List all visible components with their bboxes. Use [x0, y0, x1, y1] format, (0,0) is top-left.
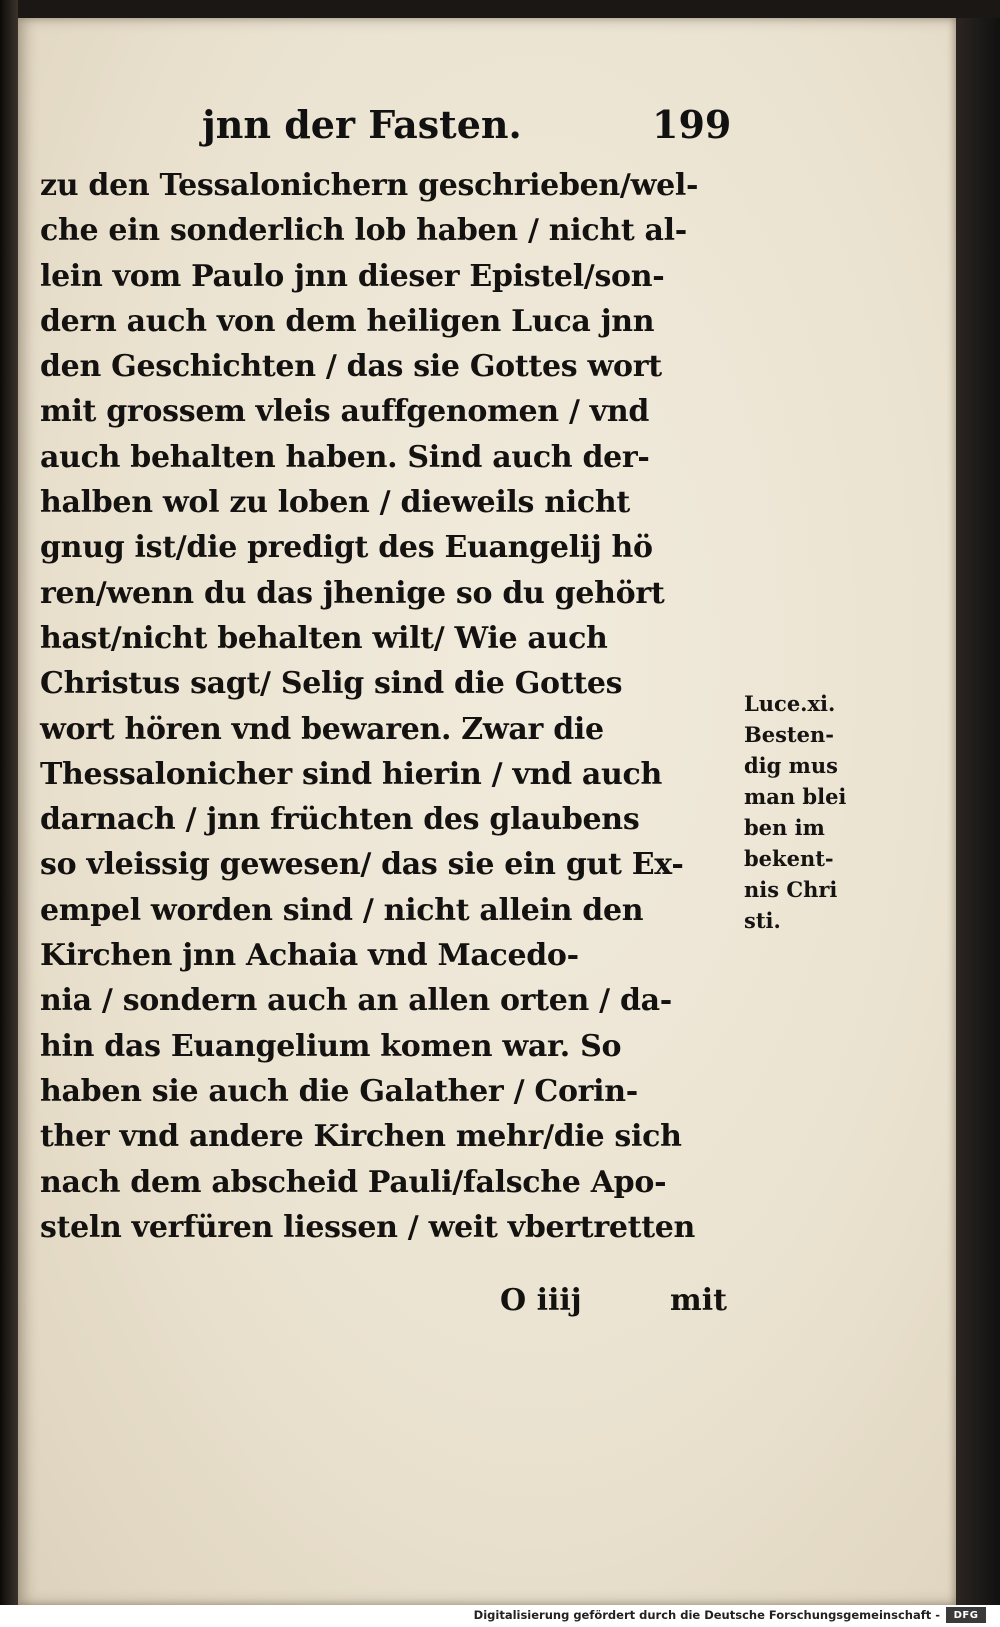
- text-line: che ein sonderlich lob haben / nicht al-: [40, 213, 687, 249]
- text-line: ren/wenn du das jhenige so du gehört: [40, 575, 665, 611]
- text-line: haben sie auch die Galather / Corin-: [40, 1073, 638, 1109]
- text-line: empel worden sind / nicht allein den: [40, 892, 644, 928]
- marginal-line: ben im: [744, 815, 825, 840]
- scan-background: [956, 18, 1000, 1605]
- marginal-line: nis Chri: [744, 877, 838, 902]
- text-line: zu den Tessalonichern geschrieben/wel-: [40, 168, 699, 203]
- marginal-line: Luce.xi.: [744, 691, 836, 716]
- signature-mark: O iiij: [500, 1283, 582, 1318]
- text-line: den Geschichten / das sie Gottes wort: [40, 349, 662, 385]
- marginal-line: Besten-: [744, 722, 834, 747]
- text-line: nia / sondern auch an allen orten / da-: [40, 983, 672, 1019]
- marginal-line: dig mus: [744, 753, 838, 778]
- body-text: [40, 163, 740, 1250]
- text-line: darnach / jnn früchten des glaubens: [40, 802, 640, 838]
- catchword: mit: [670, 1283, 727, 1318]
- text-line: Kirchen jnn Achaia vnd Macedo-: [40, 938, 579, 974]
- book-spine: [0, 0, 18, 1605]
- text-line: Thessalonicher sind hierin / vnd auch: [40, 756, 663, 792]
- marginal-line: sti.: [744, 908, 781, 933]
- dfg-logo: DFG: [946, 1607, 986, 1623]
- text-line: mit grossem vleis auffgenomen / vnd: [40, 394, 650, 430]
- running-head: jnn der Fasten.: [202, 102, 522, 147]
- text-line: so vleissig gewesen/ das sie ein gut Ex-: [40, 847, 684, 883]
- marginal-line: man blei: [744, 784, 847, 809]
- page-number: 199: [652, 102, 732, 147]
- text-line: Christus sagt/ Selig sind die Gottes: [40, 666, 623, 702]
- text-line: wort hören vnd bewaren. Zwar die: [40, 711, 604, 747]
- text-line: hin das Euangelium komen war. So: [40, 1028, 622, 1064]
- page-footer: [40, 1277, 740, 1325]
- text-line: halben wol zu loben / dieweils nicht: [40, 485, 630, 521]
- text-line: gnug ist/die predigt des Euangelij hö: [40, 530, 653, 566]
- text-line: hast/nicht behalten wilt/ Wie auch: [40, 620, 608, 656]
- marginal-note: [744, 688, 869, 936]
- text-line: lein vom Paulo jnn dieser Epistel/son-: [40, 258, 665, 294]
- marginal-line: bekent-: [744, 846, 834, 871]
- text-line: auch behalten haben. Sind auch der-: [40, 439, 650, 475]
- text-line: ther vnd andere Kirchen mehr/die sich: [40, 1119, 682, 1155]
- digitization-credit: Digitalisierung gefördert durch die Deutsche Forschungsgemeinschaft -: [473, 1608, 940, 1622]
- text-line: dern auch von dem heiligen Luca jnn: [40, 303, 655, 339]
- text-line: steln verfüren liessen / weit vbertretten: [40, 1209, 696, 1245]
- text-line: nach dem abscheid Pauli/falsche Apo-: [40, 1164, 667, 1200]
